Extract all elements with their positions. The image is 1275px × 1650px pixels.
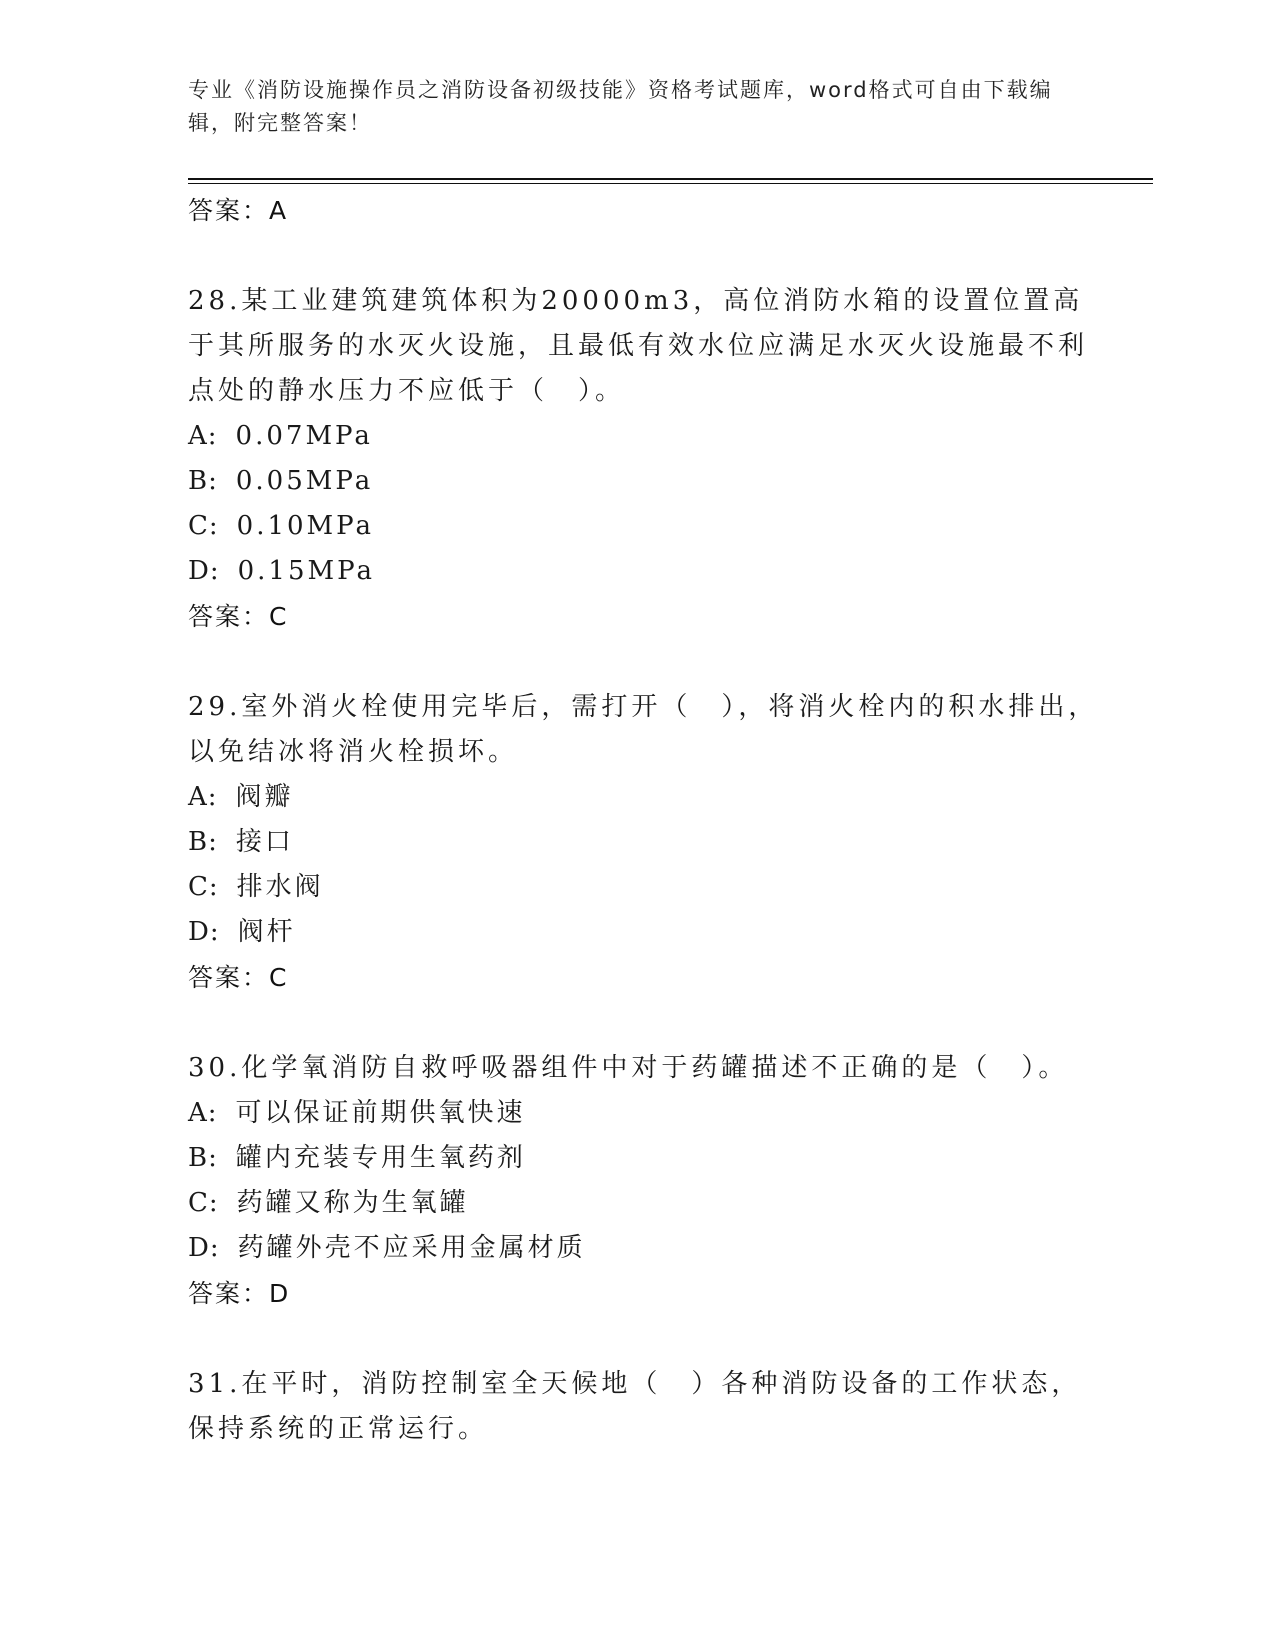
answer-label: 答案： (188, 1279, 270, 1308)
answer-value: C (269, 602, 288, 631)
option-letter: C: (188, 511, 219, 541)
option-a (188, 775, 1108, 820)
option-b (188, 459, 1108, 504)
option-text: 0.07MPa (235, 421, 373, 451)
question-list (188, 188, 1108, 1452)
option-d (188, 1226, 1108, 1271)
option-letter: A: (188, 1098, 218, 1128)
option-text: 药罐又称为生氧罐 (236, 1188, 469, 1218)
option-b (188, 820, 1108, 865)
header-text: 专业《消防设施操作员之消防设备初级技能》资格考试题库，word格式可自由下载编辑，附完整答案！ (188, 78, 1053, 135)
option-text: 药罐外壳不应采用金属材质 (237, 1233, 586, 1263)
option-text: 0.15MPa (237, 556, 375, 586)
option-text: 0.05MPa (235, 466, 374, 496)
option-c (188, 504, 1108, 549)
option-d (188, 549, 1108, 594)
answer-label: 答案： (188, 602, 270, 631)
option-c (188, 865, 1108, 910)
option-c (188, 1181, 1108, 1226)
option-letter: A: (188, 782, 218, 812)
option-letter: B: (188, 1143, 218, 1173)
answer-line (188, 1271, 1108, 1317)
option-text: 可以保证前期供氧快速 (235, 1098, 526, 1128)
option-b (188, 1136, 1108, 1181)
option-text: 排水阀 (236, 872, 324, 902)
question-text: 31.在平时，消防控制室全天候地（ ）各种消防设备的工作状态，保持系统的正常运行。 (188, 1369, 1082, 1444)
option-letter: B: (188, 466, 218, 496)
option-letter: C: (188, 1188, 219, 1218)
answer-label: 答案： (188, 196, 270, 225)
question-text: 29.室外消火栓使用完毕后，需打开（ ），将消火栓内的积水排出，以免结冰将消火栓损坏。 (188, 692, 1099, 767)
option-letter: D: (188, 917, 220, 947)
option-letter: D: (188, 1233, 220, 1263)
option-text: 阀瓣 (235, 782, 294, 812)
option-a (188, 1091, 1108, 1136)
answer-line (188, 955, 1108, 1001)
option-text: 0.10MPa (236, 511, 374, 541)
question-text: 30.化学氧消防自救呼吸器组件中对于药罐描述不正确的是（ ）。 (188, 1053, 1069, 1083)
option-d (188, 910, 1108, 955)
option-text: 接口 (235, 827, 294, 857)
answer-line (188, 594, 1108, 640)
option-letter: C: (188, 872, 219, 902)
option-a (188, 414, 1108, 459)
answer-label: 答案： (188, 963, 270, 992)
option-letter: D: (188, 556, 220, 586)
answer-line (188, 188, 1108, 234)
header-divider-thin (188, 183, 1153, 184)
answer-value: A (269, 196, 288, 225)
option-letter: A: (188, 421, 218, 451)
answer-value: C (269, 963, 288, 992)
option-text: 罐内充装专用生氧药剂 (235, 1143, 526, 1173)
option-text: 阀杆 (237, 917, 296, 947)
question-text: 28.某工业建筑建筑体积为20000m3，高位消防水箱的设置位置高于其所服务的水灭火设施，且最低有效水位应满足水灭火设施最不利点处的静水压力不应低于（ ）。 (188, 286, 1089, 406)
document-header (188, 74, 1068, 140)
answer-value: D (269, 1279, 290, 1308)
option-letter: B: (188, 827, 218, 857)
header-divider-thick (188, 178, 1153, 180)
